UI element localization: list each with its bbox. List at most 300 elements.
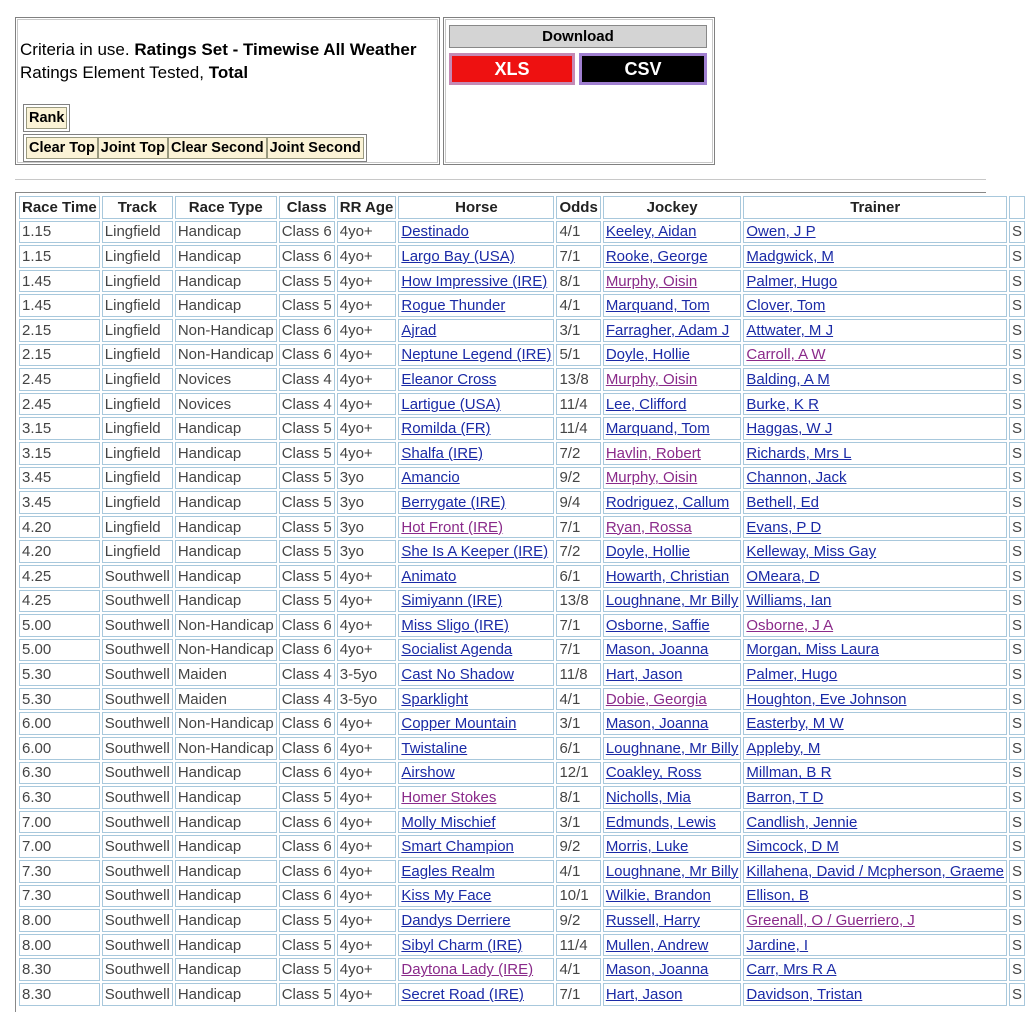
cell-trainer bbox=[743, 565, 1007, 588]
jockey-link[interactable]: Coakley, Ross bbox=[605, 764, 702, 782]
table-row bbox=[19, 245, 1025, 268]
horse-link[interactable]: Destinado bbox=[401, 223, 469, 241]
criteria-ratings-element bbox=[20, 63, 248, 83]
cell-trainer bbox=[743, 958, 1007, 981]
cell-odds: 7/1 bbox=[556, 614, 600, 637]
jockey-link[interactable]: Mullen, Andrew bbox=[605, 936, 709, 954]
cell-class: Class 5 bbox=[279, 294, 335, 317]
header-trainer: Trainer bbox=[743, 196, 1007, 219]
trainer-link[interactable]: Richards, Mrs L bbox=[746, 444, 852, 462]
table-row bbox=[19, 270, 1025, 293]
clear-second-button[interactable]: Clear Second bbox=[168, 137, 267, 159]
trainer-link[interactable]: Barron, T D bbox=[746, 789, 824, 807]
cell-odds: 11/4 bbox=[556, 393, 600, 416]
cell-track: Southwell bbox=[102, 983, 173, 1006]
jockey-link[interactable]: Murphy, Oisin bbox=[605, 370, 698, 388]
cell-class: Class 6 bbox=[279, 835, 335, 858]
cell-trainer bbox=[743, 737, 1007, 760]
horse-link[interactable]: Daytona Lady (IRE) bbox=[401, 961, 534, 979]
cell-jockey bbox=[603, 958, 742, 981]
horse-link[interactable]: Homer Stokes bbox=[401, 789, 497, 807]
cell-jockey bbox=[603, 417, 742, 440]
header-track: Track bbox=[102, 196, 173, 219]
horse-link[interactable]: Copper Mountain bbox=[401, 715, 517, 733]
cell-race-type: Handicap bbox=[175, 417, 277, 440]
cell-trainer bbox=[743, 885, 1007, 908]
cell-horse bbox=[398, 614, 554, 637]
jockey-link[interactable]: Rooke, George bbox=[605, 247, 708, 265]
jockey-link[interactable]: Howarth, Christian bbox=[605, 567, 730, 585]
cell-class: Class 5 bbox=[279, 983, 335, 1006]
cell-horse bbox=[398, 639, 554, 662]
cell-track: Lingfield bbox=[102, 344, 173, 367]
cell-trainer bbox=[743, 835, 1007, 858]
results-table bbox=[17, 194, 1027, 1008]
cell-rr-age: 4yo+ bbox=[337, 417, 397, 440]
trainer-link[interactable]: Carroll, A W bbox=[746, 346, 826, 364]
cell-race-time: 6.30 bbox=[19, 762, 100, 785]
cell-track: Lingfield bbox=[102, 417, 173, 440]
cell-race-type: Handicap bbox=[175, 467, 277, 490]
cell-extra: S bbox=[1009, 516, 1025, 539]
cell-horse bbox=[398, 270, 554, 293]
cell-horse bbox=[398, 860, 554, 883]
cell-class: Class 6 bbox=[279, 245, 335, 268]
horse-link[interactable]: Miss Sligo (IRE) bbox=[401, 616, 509, 634]
cell-odds: 13/8 bbox=[556, 368, 600, 391]
cell-rr-age: 4yo+ bbox=[337, 368, 397, 391]
download-csv-button[interactable]: CSV bbox=[579, 53, 707, 85]
trainer-link[interactable]: OMeara, D bbox=[746, 567, 820, 585]
cell-race-time: 4.20 bbox=[19, 540, 100, 563]
cell-race-type: Handicap bbox=[175, 762, 277, 785]
cell-race-time: 2.15 bbox=[19, 344, 100, 367]
cell-rr-age: 3yo bbox=[337, 491, 397, 514]
cell-extra: S bbox=[1009, 909, 1025, 932]
cell-extra: S bbox=[1009, 835, 1025, 858]
jockey-link[interactable]: Murphy, Oisin bbox=[605, 272, 698, 290]
jockey-link[interactable]: Doyle, Hollie bbox=[605, 346, 691, 364]
table-row bbox=[19, 442, 1025, 465]
cell-odds: 11/4 bbox=[556, 417, 600, 440]
cell-jockey bbox=[603, 368, 742, 391]
cell-odds: 4/1 bbox=[556, 688, 600, 711]
cell-horse bbox=[398, 368, 554, 391]
cell-odds: 9/4 bbox=[556, 491, 600, 514]
cell-jockey bbox=[603, 909, 742, 932]
cell-race-type: Non-Handicap bbox=[175, 737, 277, 760]
horse-link[interactable]: Cast No Shadow bbox=[401, 666, 514, 684]
cell-race-type: Handicap bbox=[175, 958, 277, 981]
horse-link[interactable]: How Impressive (IRE) bbox=[401, 272, 548, 290]
cell-extra: S bbox=[1009, 663, 1025, 686]
cell-race-time: 1.15 bbox=[19, 221, 100, 244]
jockey-link[interactable]: Ryan, Rossa bbox=[605, 518, 692, 536]
horse-link[interactable]: Shalfa (IRE) bbox=[401, 444, 484, 462]
rank-button[interactable]: Rank bbox=[26, 107, 67, 129]
cell-extra: S bbox=[1009, 983, 1025, 1006]
cell-trainer bbox=[743, 393, 1007, 416]
horse-link[interactable]: Hot Front (IRE) bbox=[401, 518, 504, 536]
horse-link[interactable]: Amancio bbox=[401, 469, 460, 487]
jockey-link[interactable]: Rodriguez, Callum bbox=[605, 493, 730, 511]
ratings-set-value: Ratings Set - Timewise All Weather bbox=[134, 40, 417, 59]
cell-rr-age: 4yo+ bbox=[337, 958, 397, 981]
jockey-link[interactable]: Russell, Harry bbox=[605, 912, 700, 930]
table-row bbox=[19, 712, 1025, 735]
cell-race-type: Handicap bbox=[175, 860, 277, 883]
cell-horse bbox=[398, 442, 554, 465]
trainer-link[interactable]: Clover, Tom bbox=[746, 297, 826, 315]
cell-jockey bbox=[603, 885, 742, 908]
trainer-link[interactable]: Kelleway, Miss Gay bbox=[746, 543, 877, 561]
cell-odds: 6/1 bbox=[556, 565, 600, 588]
jockey-link[interactable]: Nicholls, Mia bbox=[605, 789, 691, 807]
horse-link[interactable]: Neptune Legend (IRE) bbox=[401, 346, 552, 364]
jockey-link[interactable]: Osborne, Saffie bbox=[605, 616, 710, 634]
cell-race-time: 7.30 bbox=[19, 885, 100, 908]
jockey-link[interactable]: Morris, Luke bbox=[605, 838, 689, 856]
cell-rr-age: 3yo bbox=[337, 540, 397, 563]
table-row bbox=[19, 934, 1025, 957]
horse-link[interactable]: Smart Champion bbox=[401, 838, 514, 856]
cell-rr-age: 4yo+ bbox=[337, 811, 397, 834]
horse-link[interactable]: Berrygate (IRE) bbox=[401, 493, 506, 511]
table-row bbox=[19, 983, 1025, 1006]
trainer-link[interactable]: Bethell, Ed bbox=[746, 493, 819, 511]
trainer-link[interactable]: Haggas, W J bbox=[746, 420, 833, 438]
element-value: Total bbox=[208, 63, 249, 82]
cell-track: Southwell bbox=[102, 885, 173, 908]
cell-extra: S bbox=[1009, 319, 1025, 342]
cell-race-time: 6.00 bbox=[19, 712, 100, 735]
cell-odds: 12/1 bbox=[556, 762, 600, 785]
cell-extra: S bbox=[1009, 245, 1025, 268]
cell-odds: 9/2 bbox=[556, 835, 600, 858]
cell-rr-age: 4yo+ bbox=[337, 909, 397, 932]
jockey-link[interactable]: Wilkie, Brandon bbox=[605, 887, 711, 905]
table-row bbox=[19, 491, 1025, 514]
cell-horse bbox=[398, 245, 554, 268]
jockey-link[interactable]: Keeley, Aidan bbox=[605, 223, 697, 241]
cell-extra: S bbox=[1009, 712, 1025, 735]
horse-link[interactable]: She Is A Keeper (IRE) bbox=[401, 543, 549, 561]
cell-horse bbox=[398, 958, 554, 981]
cell-odds: 5/1 bbox=[556, 344, 600, 367]
jockey-link[interactable]: Farragher, Adam J bbox=[605, 321, 730, 339]
cell-trainer bbox=[743, 762, 1007, 785]
cell-jockey bbox=[603, 294, 742, 317]
trainer-link[interactable]: Attwater, M J bbox=[746, 321, 834, 339]
trainer-link[interactable]: Candlish, Jennie bbox=[746, 813, 858, 831]
cell-race-type: Handicap bbox=[175, 221, 277, 244]
cell-race-type: Handicap bbox=[175, 565, 277, 588]
cell-race-type: Handicap bbox=[175, 442, 277, 465]
cell-horse bbox=[398, 983, 554, 1006]
cell-odds: 8/1 bbox=[556, 786, 600, 809]
jockey-link[interactable]: Doyle, Hollie bbox=[605, 543, 691, 561]
cell-horse bbox=[398, 491, 554, 514]
cell-rr-age: 3yo bbox=[337, 516, 397, 539]
criteria-ratings-set bbox=[20, 40, 417, 60]
cell-jockey bbox=[603, 442, 742, 465]
cell-rr-age: 3yo bbox=[337, 467, 397, 490]
jockey-link[interactable]: Mason, Joanna bbox=[605, 961, 709, 979]
cell-jockey bbox=[603, 614, 742, 637]
jockey-link[interactable]: Lee, Clifford bbox=[605, 395, 687, 413]
jockey-link[interactable]: Loughnane, Mr Billy bbox=[605, 592, 739, 610]
jockey-link[interactable]: Edmunds, Lewis bbox=[605, 813, 716, 831]
cell-odds: 4/1 bbox=[556, 294, 600, 317]
trainer-link[interactable]: Ellison, B bbox=[746, 887, 809, 905]
cell-race-type: Handicap bbox=[175, 245, 277, 268]
trainer-link[interactable]: Simcock, D M bbox=[746, 838, 839, 856]
trainer-link[interactable]: Osborne, J A bbox=[746, 616, 834, 634]
horse-link[interactable]: Animato bbox=[401, 567, 457, 585]
cell-track: Southwell bbox=[102, 860, 173, 883]
cell-rr-age: 4yo+ bbox=[337, 565, 397, 588]
cell-extra: S bbox=[1009, 368, 1025, 391]
horse-link[interactable]: Eleanor Cross bbox=[401, 370, 497, 388]
cell-horse bbox=[398, 344, 554, 367]
cell-odds: 11/4 bbox=[556, 934, 600, 957]
cell-race-time: 4.25 bbox=[19, 565, 100, 588]
cell-odds: 9/2 bbox=[556, 909, 600, 932]
trainer-link[interactable]: Carr, Mrs R A bbox=[746, 961, 837, 979]
cell-extra: S bbox=[1009, 811, 1025, 834]
cell-trainer bbox=[743, 909, 1007, 932]
cell-trainer bbox=[743, 467, 1007, 490]
joint-second-button[interactable]: Joint Second bbox=[267, 137, 364, 159]
download-panel bbox=[443, 17, 715, 165]
cell-horse bbox=[398, 835, 554, 858]
table-row bbox=[19, 811, 1025, 834]
cell-race-time: 7.30 bbox=[19, 860, 100, 883]
cell-class: Class 5 bbox=[279, 491, 335, 514]
table-row bbox=[19, 885, 1025, 908]
jockey-link[interactable]: Loughnane, Mr Billy bbox=[605, 739, 739, 757]
cell-trainer bbox=[743, 639, 1007, 662]
table-row bbox=[19, 294, 1025, 317]
table-row bbox=[19, 786, 1025, 809]
horse-link[interactable]: Airshow bbox=[401, 764, 455, 782]
trainer-link[interactable]: Madgwick, M bbox=[746, 247, 834, 265]
table-row bbox=[19, 762, 1025, 785]
cell-horse bbox=[398, 786, 554, 809]
cell-extra: S bbox=[1009, 467, 1025, 490]
results-table-container[interactable] bbox=[15, 192, 1023, 1012]
table-row bbox=[19, 221, 1025, 244]
cell-track: Lingfield bbox=[102, 393, 173, 416]
cell-extra: S bbox=[1009, 934, 1025, 957]
table-row bbox=[19, 417, 1025, 440]
horse-link[interactable]: Lartigue (USA) bbox=[401, 395, 501, 413]
element-prefix: Ratings Element Tested, bbox=[20, 63, 204, 82]
cell-class: Class 5 bbox=[279, 270, 335, 293]
cell-track: Southwell bbox=[102, 663, 173, 686]
cell-horse bbox=[398, 516, 554, 539]
cell-extra: S bbox=[1009, 614, 1025, 637]
trainer-link[interactable]: Evans, P D bbox=[746, 518, 822, 536]
cell-jockey bbox=[603, 393, 742, 416]
cell-race-time: 4.25 bbox=[19, 590, 100, 613]
cell-jockey bbox=[603, 245, 742, 268]
jockey-link[interactable]: Marquand, Tom bbox=[605, 420, 710, 438]
cell-race-type: Non-Handicap bbox=[175, 344, 277, 367]
horse-link[interactable]: Eagles Realm bbox=[401, 862, 495, 880]
cell-class: Class 6 bbox=[279, 737, 335, 760]
jockey-link[interactable]: Loughnane, Mr Billy bbox=[605, 862, 739, 880]
trainer-link[interactable]: Millman, B R bbox=[746, 764, 832, 782]
table-row bbox=[19, 368, 1025, 391]
cell-race-type: Non-Handicap bbox=[175, 639, 277, 662]
jockey-link[interactable]: Hart, Jason bbox=[605, 985, 683, 1003]
header-jockey: Jockey bbox=[603, 196, 742, 219]
trainer-link[interactable]: Channon, Jack bbox=[746, 469, 847, 487]
cell-track: Lingfield bbox=[102, 319, 173, 342]
trainer-link[interactable]: Killahena, David / Mcpherson, Graeme bbox=[746, 862, 1005, 880]
cell-extra: S bbox=[1009, 393, 1025, 416]
trainer-link[interactable]: Palmer, Hugo bbox=[746, 666, 838, 684]
jockey-link[interactable]: Murphy, Oisin bbox=[605, 469, 698, 487]
horse-link[interactable]: Sparklight bbox=[401, 690, 469, 708]
cell-race-time: 6.00 bbox=[19, 737, 100, 760]
cell-extra: S bbox=[1009, 270, 1025, 293]
cell-class: Class 6 bbox=[279, 614, 335, 637]
cell-odds: 4/1 bbox=[556, 221, 600, 244]
cell-race-type: Handicap bbox=[175, 270, 277, 293]
cell-track: Lingfield bbox=[102, 516, 173, 539]
horse-link[interactable]: Romilda (FR) bbox=[401, 420, 491, 438]
cell-rr-age: 4yo+ bbox=[337, 835, 397, 858]
jockey-link[interactable]: Havlin, Robert bbox=[605, 444, 701, 462]
cell-horse bbox=[398, 688, 554, 711]
download-xls-button[interactable]: XLS bbox=[449, 53, 575, 85]
table-row bbox=[19, 540, 1025, 563]
cell-jockey bbox=[603, 663, 742, 686]
trainer-link[interactable]: Houghton, Eve Johnson bbox=[746, 690, 907, 708]
horse-link[interactable]: Rogue Thunder bbox=[401, 297, 506, 315]
cell-race-time: 2.45 bbox=[19, 368, 100, 391]
cell-trainer bbox=[743, 934, 1007, 957]
cell-track: Southwell bbox=[102, 934, 173, 957]
cell-track: Southwell bbox=[102, 958, 173, 981]
table-header-row bbox=[19, 196, 1025, 219]
trainer-link[interactable]: Burke, K R bbox=[746, 395, 819, 413]
cell-trainer bbox=[743, 860, 1007, 883]
cell-rr-age: 4yo+ bbox=[337, 983, 397, 1006]
table-row bbox=[19, 565, 1025, 588]
cell-race-type: Handicap bbox=[175, 516, 277, 539]
cell-track: Lingfield bbox=[102, 294, 173, 317]
horse-link[interactable]: Sibyl Charm (IRE) bbox=[401, 936, 523, 954]
horse-link[interactable]: Dandys Derriere bbox=[401, 912, 511, 930]
trainer-link[interactable]: Easterby, M W bbox=[746, 715, 844, 733]
horse-link[interactable]: Largo Bay (USA) bbox=[401, 247, 515, 265]
results-table-body bbox=[19, 221, 1025, 1006]
table-row bbox=[19, 393, 1025, 416]
joint-top-button[interactable]: Joint Top bbox=[98, 137, 168, 159]
cell-rr-age: 4yo+ bbox=[337, 442, 397, 465]
cell-horse bbox=[398, 565, 554, 588]
cell-class: Class 5 bbox=[279, 467, 335, 490]
horse-link[interactable]: Socialist Agenda bbox=[401, 641, 513, 659]
table-row bbox=[19, 860, 1025, 883]
cell-odds: 4/1 bbox=[556, 860, 600, 883]
jockey-link[interactable]: Dobie, Georgia bbox=[605, 690, 707, 708]
cell-horse bbox=[398, 885, 554, 908]
cell-horse bbox=[398, 467, 554, 490]
cell-rr-age: 4yo+ bbox=[337, 885, 397, 908]
cell-track: Lingfield bbox=[102, 221, 173, 244]
cell-class: Class 6 bbox=[279, 319, 335, 342]
horse-link[interactable]: Ajrad bbox=[401, 321, 437, 339]
cell-horse bbox=[398, 590, 554, 613]
trainer-link[interactable]: Williams, Ian bbox=[746, 592, 832, 610]
header-rr-age: RR Age bbox=[337, 196, 397, 219]
cell-trainer bbox=[743, 417, 1007, 440]
jockey-link[interactable]: Marquand, Tom bbox=[605, 297, 710, 315]
cell-trainer bbox=[743, 516, 1007, 539]
cell-odds: 3/1 bbox=[556, 811, 600, 834]
trainer-link[interactable]: Davidson, Tristan bbox=[746, 985, 863, 1003]
clear-top-button[interactable]: Clear Top bbox=[26, 137, 98, 159]
table-row bbox=[19, 639, 1025, 662]
cell-horse bbox=[398, 762, 554, 785]
jockey-link[interactable]: Mason, Joanna bbox=[605, 715, 709, 733]
cell-track: Lingfield bbox=[102, 467, 173, 490]
cell-rr-age: 4yo+ bbox=[337, 712, 397, 735]
horse-link[interactable]: Twistaline bbox=[401, 739, 468, 757]
trainer-link[interactable]: Jardine, I bbox=[746, 936, 809, 954]
rank-button-group bbox=[23, 104, 70, 132]
trainer-link[interactable]: Appleby, M bbox=[746, 739, 821, 757]
header-race-type: Race Type bbox=[175, 196, 277, 219]
trainer-link[interactable]: Owen, J P bbox=[746, 223, 816, 241]
cell-jockey bbox=[603, 491, 742, 514]
horse-link[interactable]: Simiyann (IRE) bbox=[401, 592, 503, 610]
horse-link[interactable]: Secret Road (IRE) bbox=[401, 985, 524, 1003]
cell-jockey bbox=[603, 221, 742, 244]
cell-jockey bbox=[603, 270, 742, 293]
cell-race-time: 7.00 bbox=[19, 835, 100, 858]
cell-race-time: 1.45 bbox=[19, 294, 100, 317]
cell-extra: S bbox=[1009, 565, 1025, 588]
cell-track: Southwell bbox=[102, 590, 173, 613]
cell-track: Lingfield bbox=[102, 245, 173, 268]
cell-horse bbox=[398, 221, 554, 244]
jockey-link[interactable]: Mason, Joanna bbox=[605, 641, 709, 659]
cell-rr-age: 4yo+ bbox=[337, 934, 397, 957]
cell-extra: S bbox=[1009, 786, 1025, 809]
horse-link[interactable]: Molly Mischief bbox=[401, 813, 496, 831]
cell-odds: 8/1 bbox=[556, 270, 600, 293]
cell-jockey bbox=[603, 688, 742, 711]
cell-extra: S bbox=[1009, 540, 1025, 563]
cell-class: Class 4 bbox=[279, 663, 335, 686]
trainer-link[interactable]: Palmer, Hugo bbox=[746, 272, 838, 290]
cell-track: Southwell bbox=[102, 909, 173, 932]
cell-odds: 7/2 bbox=[556, 442, 600, 465]
table-row bbox=[19, 319, 1025, 342]
cell-track: Southwell bbox=[102, 737, 173, 760]
cell-track: Lingfield bbox=[102, 540, 173, 563]
horse-link[interactable]: Kiss My Face bbox=[401, 887, 492, 905]
trainer-link[interactable]: Greenall, O / Guerriero, J bbox=[746, 912, 915, 930]
jockey-link[interactable]: Hart, Jason bbox=[605, 666, 683, 684]
trainer-link[interactable]: Morgan, Miss Laura bbox=[746, 641, 879, 659]
trainer-link[interactable]: Balding, A M bbox=[746, 370, 830, 388]
